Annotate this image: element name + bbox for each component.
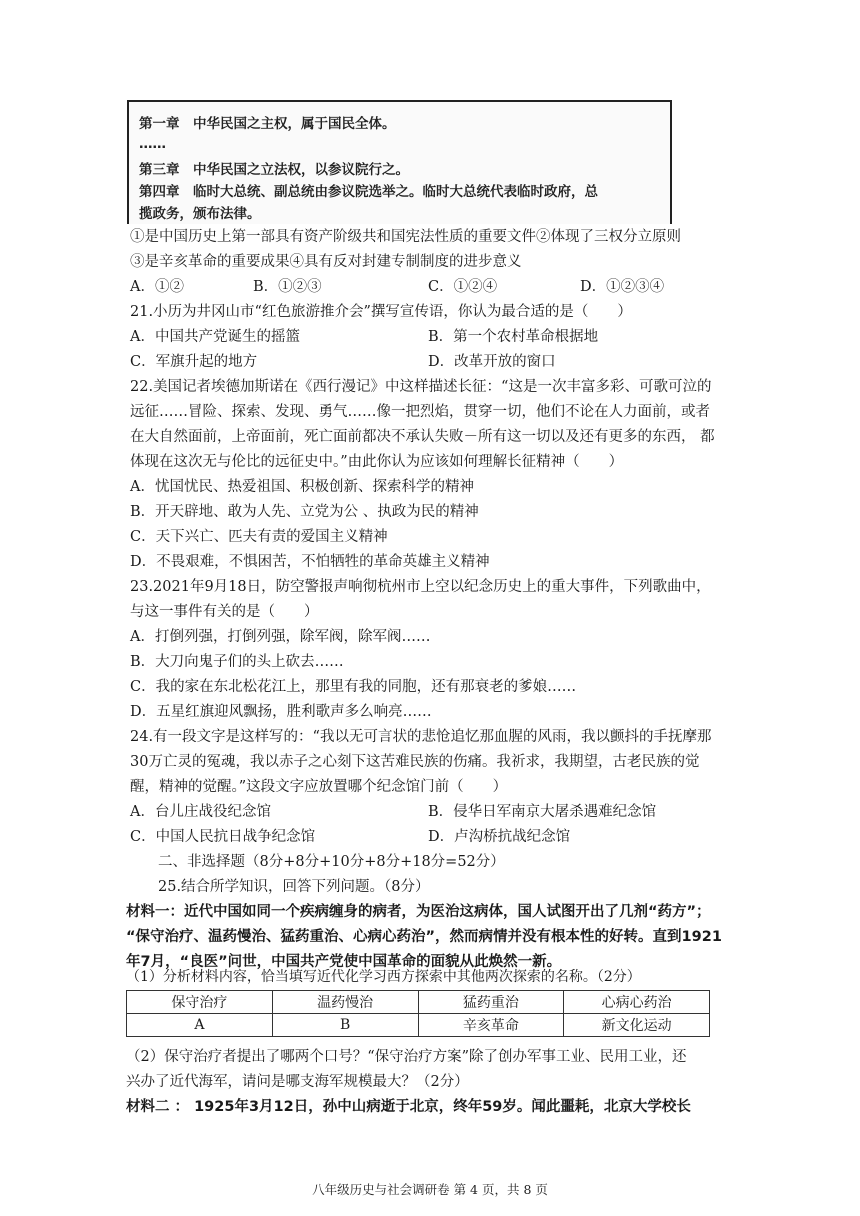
table-header-cell: 保守治疗 <box>127 991 273 1014</box>
source-line: 第三章 中华民国之立法权，以参议院行之。 <box>139 162 409 178</box>
table-header-cell: 猛药重治 <box>418 991 564 1014</box>
q20-option-d: D．①②③④ <box>580 279 665 295</box>
q22-stem-line: 体现在这次无与伦比的远征史中。”由此你认为应该如何理解长征精神（ ） <box>130 454 624 470</box>
table-header-cell: 心病心药治 <box>564 991 710 1014</box>
q21-option-c: C．军旗升起的地方 <box>130 354 258 370</box>
table-cell: A <box>127 1014 273 1037</box>
q23-option-a: A．打倒列强，打倒列强，除军阀，除军阀…… <box>130 629 431 645</box>
q21-option-b: B．第一个农村革命根据地 <box>428 329 599 345</box>
q20-option-a: A．①② <box>130 279 184 295</box>
source-line: 第一章 中华民国之主权，属于国民全体。 <box>139 116 396 132</box>
table-cell: 辛亥革命 <box>418 1014 564 1037</box>
source-line: 揽政务，颁布法律。 <box>139 206 261 222</box>
q23-option-c: C．我的家在东北松花江上，那里有我的同胞，还有那衰老的爹娘…… <box>130 679 577 695</box>
q22-option-d: D．不畏艰难，不惧困苦，不怕牺牲的革命英雄主义精神 <box>130 554 490 570</box>
source-line: …… <box>139 136 166 152</box>
q24-option-a: A．台儿庄战役纪念馆 <box>130 804 271 820</box>
q24-stem-line: 醒，精神的觉醒。”这段文字应放置哪个纪念馆门前（ ） <box>130 779 508 795</box>
material-2-line: 材料二 ： 1925年3月12日，孙中山病逝于北京，终年59岁。闻此噩耗，北京大学校长 <box>126 1099 691 1115</box>
q22-stem-line: 在大自然面前，上帝面前，死亡面前都决不承认失败－所有这一切以及还有更多的东西， 都 <box>130 429 715 445</box>
q22-option-b: B．开天辟地、敢为人先、立党为公 、执政为民的精神 <box>130 504 479 520</box>
q24-option-c: C．中国人民抗日战争纪念馆 <box>130 829 316 845</box>
q21-stem: 21.小历为井冈山市“红色旅游推介会”撰写宣传语，你认为最合适的是（ ） <box>130 304 632 320</box>
q22-option-c: C．天下兴亡、匹夫有责的爱国主义精神 <box>130 529 388 545</box>
q24-option-d: D．卢沟桥抗战纪念馆 <box>428 829 571 845</box>
q25-stem: 25.结合所学知识，回答下列问题。（8分） <box>158 879 430 895</box>
source-excerpt-box <box>127 100 672 224</box>
q24-option-b: B．侵华日军南京大屠杀遇难纪念馆 <box>428 804 657 820</box>
q21-option-a: A．中国共产党诞生的摇篮 <box>130 329 300 345</box>
q25-part-2-line: 兴办了近代海军，请问是哪支海军规模最大？（2分） <box>126 1074 469 1090</box>
q22-stem-line: 22.美国记者埃德加斯诺在《西行漫记》中这样描述长征：“这是一次丰富多彩、可歌可泣的 <box>130 379 712 395</box>
material-1-line: “保守治疗、温药慢治、猛药重治、心病心药治”，然而病情并没有根本性的好转。直到1921 <box>126 929 722 945</box>
q20-statement: ①是中国历史上第一部具有资产阶级共和国宪法性质的重要文件②体现了三权分立原则 <box>130 229 681 245</box>
q24-stem-line: 24.有一段文字是这样写的：“我以无可言状的悲怆追忆那血腥的风雨，我以颤抖的手抚摩那 <box>130 729 712 745</box>
page-footer: 八年级历史与社会调研卷 第 4 页，共 8 页 <box>312 1182 548 1197</box>
q25-part-2-line: （2）保守治疗者提出了哪两个口号？“保守治疗方案”除了创办军事工业、民用工业，还 <box>126 1049 687 1065</box>
q23-stem-line: 与这一事件有关的是（ ） <box>130 604 319 620</box>
table-row <box>127 1014 710 1037</box>
q21-option-d: D．改革开放的窗口 <box>428 354 556 370</box>
q20-statement: ③是辛亥革命的重要成果④具有反对封建专制制度的进步意义 <box>130 254 522 270</box>
table-cell: B <box>272 1014 418 1037</box>
q24-stem-line: 30万亡灵的冤魂，我以赤子之心刻下这苦难民族的伤痛。我祈求，我期望，古老民族的觉 <box>130 754 700 770</box>
table-header-cell: 温药慢治 <box>272 991 418 1014</box>
q22-stem-line: 远征……冒险、探索、发现、勇气……像一把烈焰，贯穿一切，他们不论在人力面前，或者 <box>130 404 710 420</box>
material-1-line: 材料一：近代中国如同一个疾病缠身的病者，为医治这病体，国人试图开出了几剂“药方”； <box>126 904 711 920</box>
table-cell: 新文化运动 <box>564 1014 710 1037</box>
q20-option-b: B．①②③ <box>253 279 322 295</box>
source-line: 第四章 临时大总统、副总统由参议院选举之。临时大总统代表临时政府，总 <box>139 184 598 200</box>
q22-option-a: A．忧国忧民、热爱祖国、积极创新、探索科学的精神 <box>130 479 474 495</box>
q25-part-1: （1）分析材料内容，恰当填写近代化学习西方探索中其他两次探索的名称。（2分） <box>126 969 641 985</box>
section-heading: 二、非选择题（8分+8分+10分+8分+18分=52分） <box>158 854 505 870</box>
table-row <box>127 991 710 1014</box>
q20-option-c: C．①②④ <box>428 279 498 295</box>
q23-stem-line: 23.2021年9月18日，防空警报声响彻杭州市上空以纪念历史上的重大事件，下列歌曲中， <box>130 579 711 595</box>
material-1-line: 年7月，“良医”问世，中国共产党使中国革命的面貌从此焕然一新。 <box>126 954 562 970</box>
reform-table <box>126 990 710 1037</box>
q23-option-b: B．大刀向鬼子们的头上砍去…… <box>130 654 344 670</box>
q23-option-d: D．五星红旗迎风飘扬，胜利歌声多么响亮…… <box>130 704 432 720</box>
